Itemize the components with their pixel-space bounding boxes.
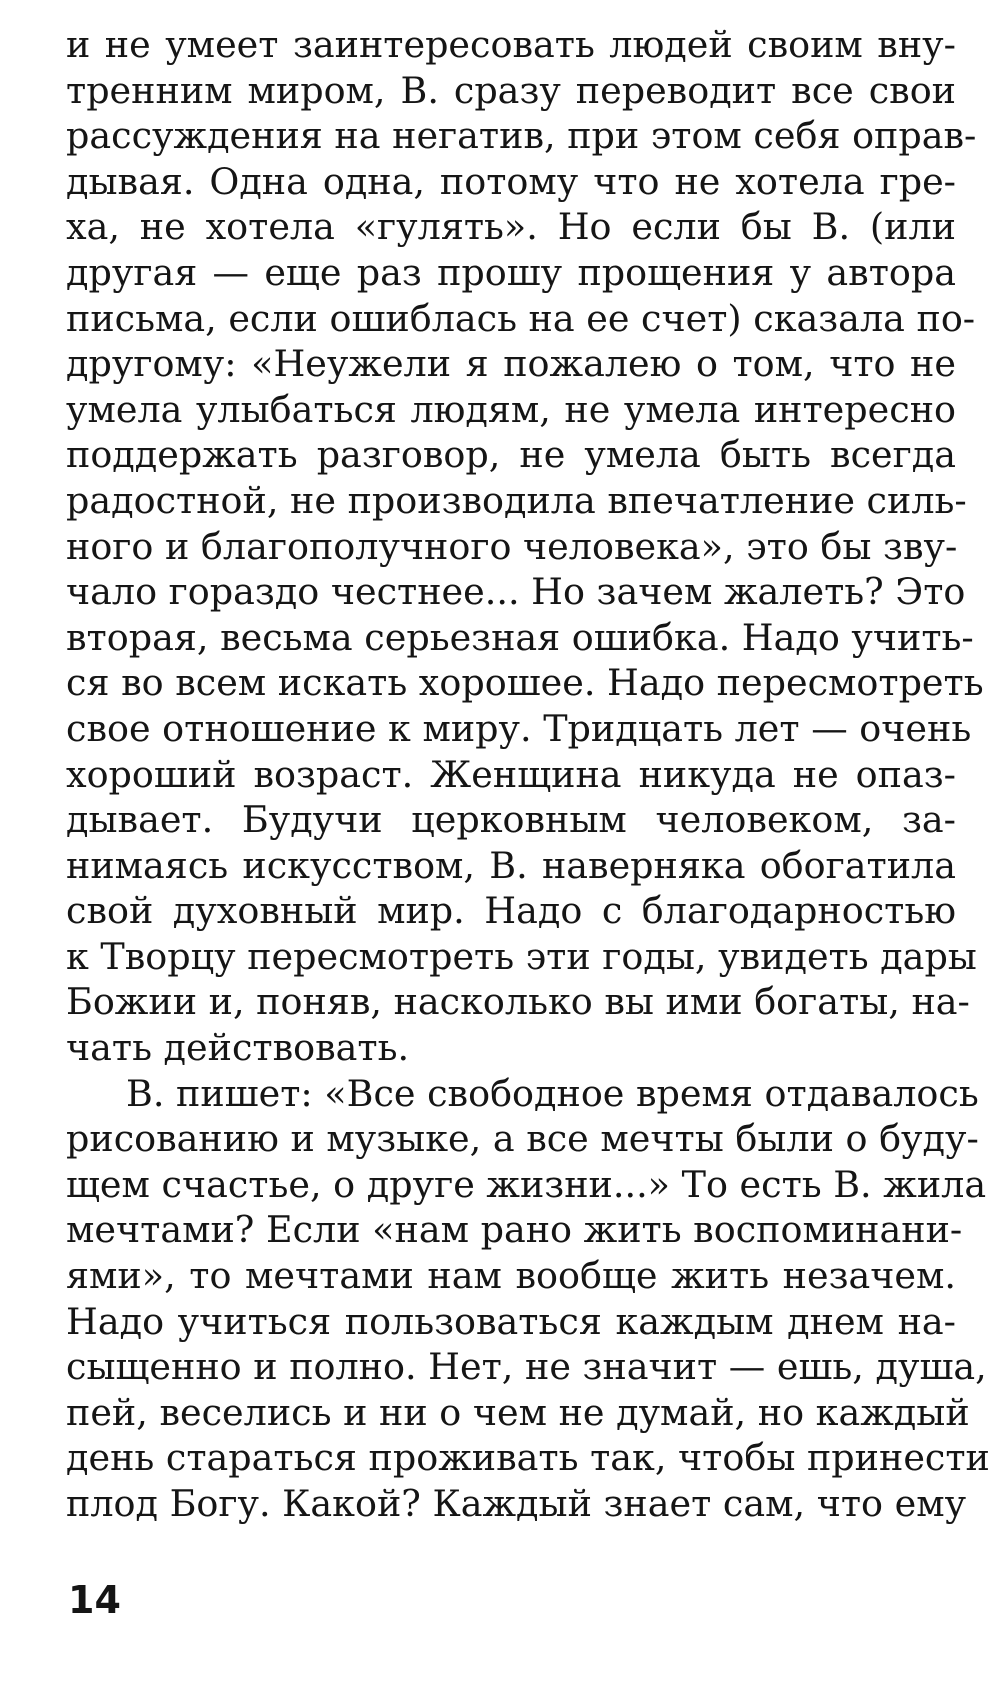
text-line: дывает. Будучи церковным человеком, за- <box>66 798 956 842</box>
text-line: и не умеет заинтересовать людей своим вну- <box>66 23 956 66</box>
text-line: поддержать разговор, не умела быть всегда <box>66 433 956 477</box>
text-line: радостной, не производила впечатление силь- <box>66 478 967 522</box>
text-line: нимаясь искусством, В. наверняка обогатила <box>66 843 956 887</box>
text-line: умела улыбаться людям, не умела интересно <box>66 387 956 431</box>
text-line: плод Богу. Какой? Каждый знает сам, что ему <box>66 1482 967 1525</box>
text-line: к Творцу пересмотреть эти годы, увидеть дары <box>66 934 977 978</box>
text-line: щем счастье, о друге жизни...» То есть В. жила <box>66 1162 987 1206</box>
text-line: ся во всем искать хорошее. Надо пересмотреть <box>66 661 984 705</box>
text-line: дывая. Одна одна, потому что не хотела гре- <box>66 159 956 203</box>
page-number: 14 <box>68 1578 121 1622</box>
text-line: Надо учиться пользоваться каждым днем на- <box>66 1299 956 1343</box>
text-line: рассуждения на негатив, при этом себя оправ- <box>66 114 977 158</box>
text-line: В. пишет: «Все свободное время отдавалось <box>126 1071 979 1115</box>
text-line: письма, если ошиблась на ее счет) сказала по- <box>66 296 976 340</box>
text-line: ха, не хотела «гулять». Но если бы В. (или <box>66 205 956 249</box>
text-line: чало гораздо честнее... Но зачем жалеть? Это <box>66 570 966 614</box>
text-line: свое отношение к миру. Тридцать лет — очень <box>66 706 972 750</box>
text-line: мечтами? Если «нам рано жить воспоминани- <box>66 1208 963 1252</box>
text-line: ями», то мечтами нам вообще жить незачем. <box>66 1254 956 1298</box>
text-line: сыщенно и полно. Нет, не значит — ешь, душа, <box>66 1345 987 1389</box>
paragraph-2 <box>66 1071 990 1527</box>
text-line: другому: «Неужели я пожалею о том, что не <box>66 342 956 386</box>
text-line: Божии и, поняв, насколько вы ими богаты, на- <box>66 980 970 1024</box>
text-line: другая — еще раз прошу прощения у автора <box>66 250 956 294</box>
body-text <box>66 22 990 1527</box>
text-line: вторая, весьма серьезная ошибка. Надо учить- <box>66 615 974 659</box>
paragraph-1 <box>66 22 984 1071</box>
text-line: ного и благополучного человека», это бы зву- <box>66 524 958 568</box>
text-line: день стараться проживать так, чтобы принести <box>66 1436 990 1480</box>
text-line: рисованию и музыке, а все мечты были о буду- <box>66 1117 979 1161</box>
text-line: свой духовный мир. Надо с благодарностью <box>66 889 956 933</box>
text-line: хороший возраст. Женщина никуда не опаз- <box>66 752 956 796</box>
text-line: тренним миром, В. сразу переводит все свои <box>66 68 956 112</box>
text-line: пей, веселись и ни о чем не думай, но каждый <box>66 1390 970 1434</box>
text-line: чать действовать. <box>66 1026 410 1070</box>
